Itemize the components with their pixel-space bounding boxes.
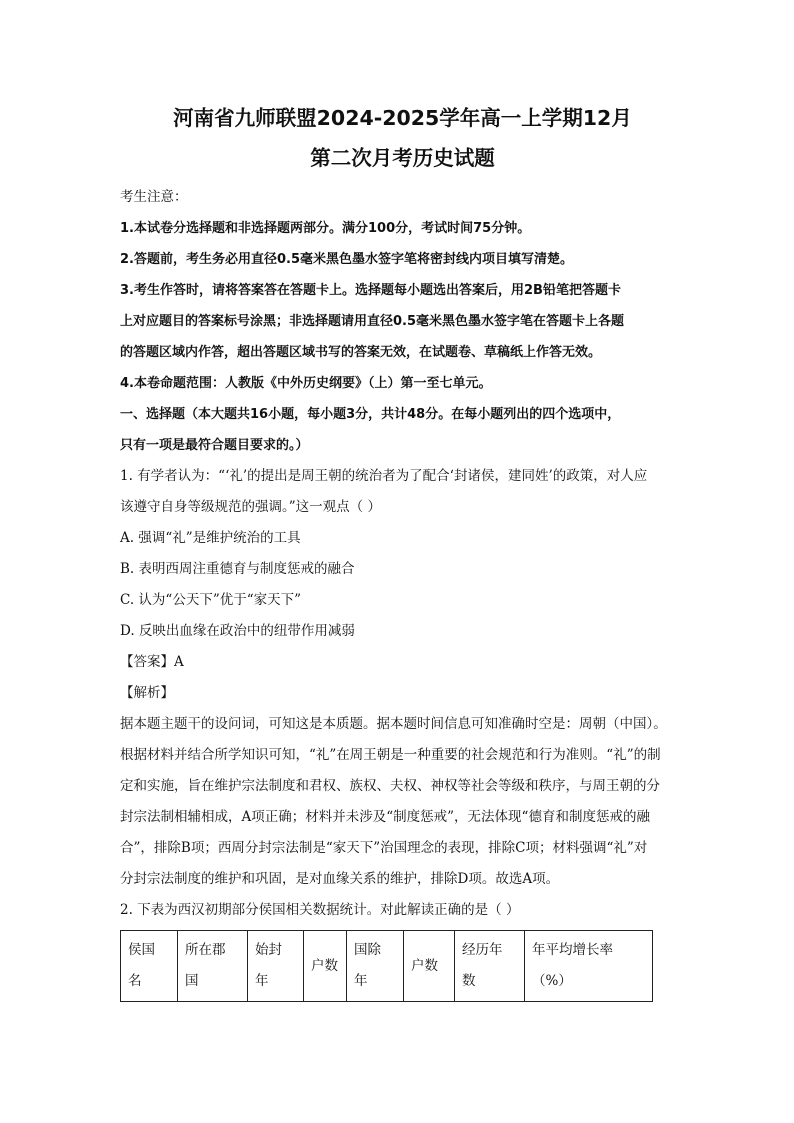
question-stem: 2. 下表为西汉初期部分侯国相关数据统计。对此解读正确的是（ ）	[120, 902, 520, 918]
analysis-line: 封宗法制相辅相成，A项正确；材料并未涉及“制度惩戒”，无法体现“德育和制度惩戒的融	[120, 809, 650, 825]
table-header-row	[121, 931, 653, 1002]
notice-item: 的答题区域内作答，超出答题区域书写的答案无效，在试题卷、草稿纸上作答无效。	[120, 345, 602, 360]
exam-title-line1: 河南省九师联盟2024-2025学年高一上学期12月	[173, 106, 632, 130]
notice-item: 上对应题目的答案标号涂黑；非选择题请用直径0.5毫米黑色墨水签字笔在答题卡上各题	[120, 314, 625, 329]
table-header-cell: 国除 年	[347, 931, 404, 1002]
option-d: D. 反映出血缘在政治中的纽带作用减弱	[120, 623, 355, 639]
table-header-cell: 户数	[304, 931, 347, 1002]
notice-heading: 考生注意：	[120, 189, 188, 205]
analysis-line: 分封宗法制度的维护和巩固，是对血缘关系的维护，排除D项。故选A项。	[120, 871, 560, 887]
analysis-line: 据本题主题干的设问词，可知这是本质题。据本题时间信息可知准确时空是：周朝（中国）。	[120, 716, 667, 732]
section-heading: 一、选择题（本大题共16小题，每小题3分，共计48分。在每小题列出的四个选项中，	[120, 407, 621, 422]
notice-item: 4.本卷命题范围：人教版《中外历史纲要》（上）第一至七单元。	[120, 376, 492, 391]
notice-item: 1.本试卷分选择题和非选择题两部分。满分100分，考试时间75分钟。	[120, 221, 531, 236]
analysis-line: 定和实施，旨在维护宗法制度和君权、族权、夫权、神权等社会等级和秩序，与周王朝的分	[120, 778, 660, 794]
question-stem: 1. 有学者认为：“‘礼’的提出是周王朝的统治者为了配合‘封诸侯，建同姓’的政策，对人应	[120, 468, 648, 484]
analysis-line: 根据材料并结合所学知识可知，“礼”在周王朝是一种重要的社会规范和行为准则。“礼”的制	[120, 747, 661, 763]
answer: 【答案】A	[120, 654, 184, 670]
table-header-cell: 所在郡 国	[178, 931, 248, 1002]
exam-title-line2: 第二次月考历史试题	[310, 146, 495, 170]
marquis-data-table	[120, 930, 653, 1002]
exam-page	[120, 98, 685, 1002]
section-heading: 只有一项是最符合题目要求的。）	[120, 438, 309, 453]
table-header-cell: 始封 年	[248, 931, 304, 1002]
notice-item: 2.答题前，考生务必用直径0.5毫米黑色墨水签字笔将密封线内项目填写清楚。	[120, 252, 574, 267]
table-header-cell: 侯国 名	[121, 931, 178, 1002]
analysis-line: 合”，排除B项；西周分封宗法制是“家天下”治国理念的表现，排除C项；材料强调“礼”对	[120, 840, 648, 856]
question-stem: 该遵守自身等级规范的强调。”这一观点（ ）	[120, 499, 381, 515]
option-c: C. 认为“公天下”优于“家天下”	[120, 592, 302, 608]
table-header-cell: 户数	[404, 931, 455, 1002]
notice-item: 3.考生作答时，请将答案答在答题卡上。选择题每小题选出答案后，用2B铅笔把答题卡	[120, 283, 621, 298]
option-b: B. 表明西周注重德育与制度惩戒的融合	[120, 561, 355, 577]
table-header-cell: 年平均增长率 （%）	[525, 931, 653, 1002]
analysis-heading: 【解析】	[120, 685, 174, 701]
option-a: A. 强调“礼”是维护统治的工具	[120, 530, 301, 546]
table-header-cell: 经历年 数	[455, 931, 525, 1002]
